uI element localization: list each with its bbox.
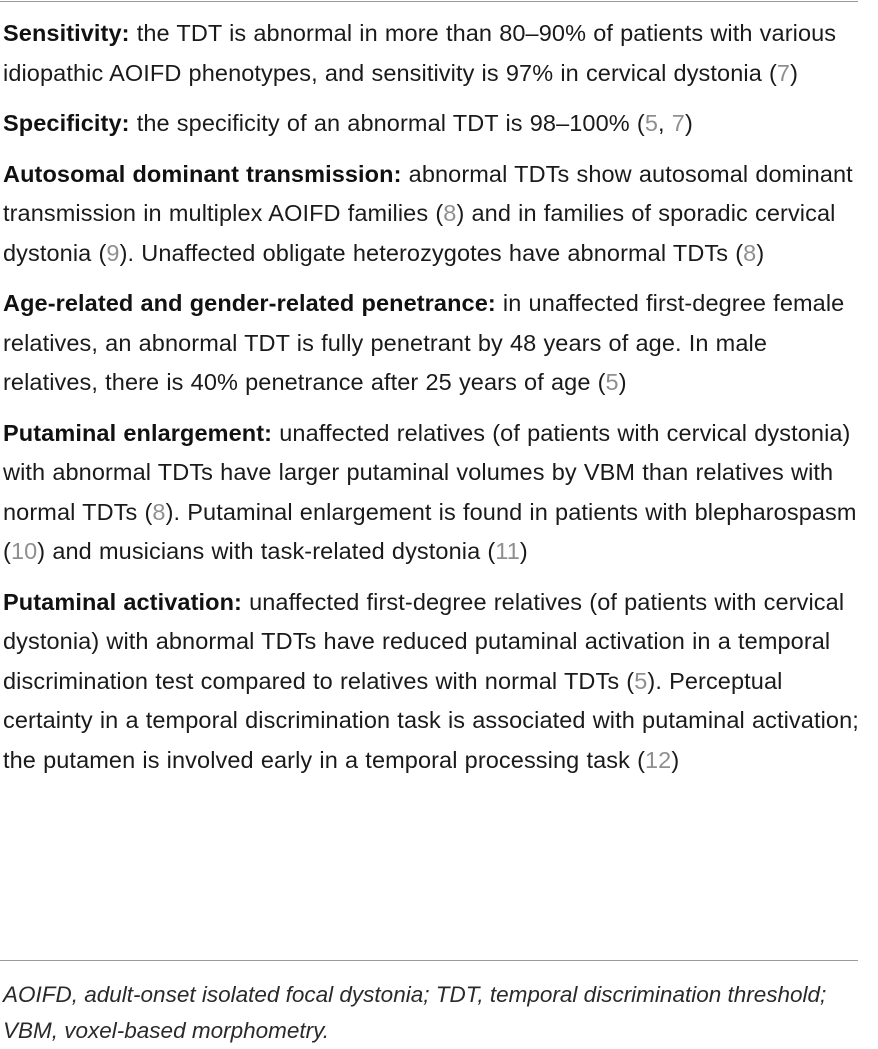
reference-link[interactable]: 7 bbox=[671, 110, 685, 136]
criterion-entry bbox=[3, 155, 859, 274]
criterion-text: in unaffected first-degree female relatives, an abnormal TDT is fully penetrant by 48 years of age. In male relatives, there is 40% penetrance after 25 years of age ( bbox=[3, 290, 845, 395]
criterion-term: Putaminal activation: bbox=[3, 588, 242, 615]
reference-link[interactable]: 5 bbox=[605, 369, 619, 395]
reference-link[interactable]: 12 bbox=[645, 746, 672, 773]
reference-link[interactable]: 8 bbox=[152, 498, 166, 525]
criterion-entry bbox=[3, 414, 859, 572]
criterion-entry bbox=[3, 14, 859, 93]
criterion-text: unaffected relatives (of patients with cervical dystonia) with abnormal TDTs have larger putaminal volumes by VBM than relatives with normal TDTs ( bbox=[3, 419, 851, 525]
table-top-rule bbox=[0, 1, 858, 2]
criterion-text: abnormal TDTs show autosomal dominant transmission in multiplex AOIFD families ( bbox=[3, 160, 853, 226]
reference-link[interactable]: 11 bbox=[495, 538, 520, 564]
criterion-text: ). Unaffected obligate heterozygotes have abnormal TDTs ( bbox=[119, 239, 744, 266]
criterion-term: Sensitivity: bbox=[3, 20, 130, 46]
reference-link[interactable]: 9 bbox=[106, 239, 120, 266]
table-bottom-rule bbox=[0, 960, 858, 961]
criterion-entry bbox=[3, 583, 859, 781]
criterion-term: Age-related and gender-related penetrance: bbox=[3, 290, 496, 316]
reference-link[interactable]: 5 bbox=[644, 110, 658, 136]
criterion-text: ) bbox=[671, 746, 680, 773]
criterion-term: Autosomal dominant transmission: bbox=[3, 160, 402, 187]
criterion-text: ) bbox=[756, 239, 765, 266]
table-footnote: AOIFD, adult-onset isolated focal dystonia; TDT, temporal discrimination threshold; VBM, voxel-based morphometry. bbox=[3, 982, 827, 1043]
criterion-text: ) bbox=[618, 369, 627, 395]
criterion-text: ) bbox=[519, 538, 528, 564]
criterion-term: Putaminal enlargement: bbox=[3, 419, 273, 446]
criteria-list bbox=[3, 14, 859, 791]
reference-link[interactable]: 10 bbox=[10, 538, 38, 564]
reference-link[interactable]: 8 bbox=[743, 239, 757, 266]
criterion-text: ). Perceptual certainty in a temporal discrimination task is associated with putaminal activation; the putamen is involved early in a temporal processing task ( bbox=[3, 667, 859, 773]
criterion-entry bbox=[3, 284, 859, 403]
criterion-term: Specificity: bbox=[3, 110, 130, 136]
reference-link[interactable]: 7 bbox=[776, 59, 791, 86]
criterion-text: the specificity of an abnormal TDT is 98–100% ( bbox=[129, 110, 645, 136]
criterion-text: ) and in families of sporadic cervical dystonia ( bbox=[3, 200, 836, 266]
reference-link[interactable]: 8 bbox=[443, 200, 457, 226]
criterion-entry bbox=[3, 104, 859, 144]
criterion-text: ) bbox=[790, 59, 799, 86]
reference-link[interactable]: 5 bbox=[634, 667, 648, 694]
criterion-text: ) and musicians with task-related dystonia ( bbox=[37, 538, 496, 564]
criterion-text: ) bbox=[684, 110, 693, 136]
criterion-text: ). Putaminal enlargement is found in patients with blepharospasm ( bbox=[3, 498, 857, 564]
criterion-text: unaffected first-degree relatives (of patients with cervical dystonia) with abnormal TDTs have reduced putaminal activation in a temporal discrimination test compared to relatives with normal TDTs ( bbox=[3, 588, 845, 694]
criterion-text: the TDT is abnormal in more than 80–90% of patients with various idiopathic AOIFD phenotypes, and sensitivity is 97% in cervical dystonia ( bbox=[3, 20, 837, 86]
criterion-text: , bbox=[658, 110, 672, 136]
